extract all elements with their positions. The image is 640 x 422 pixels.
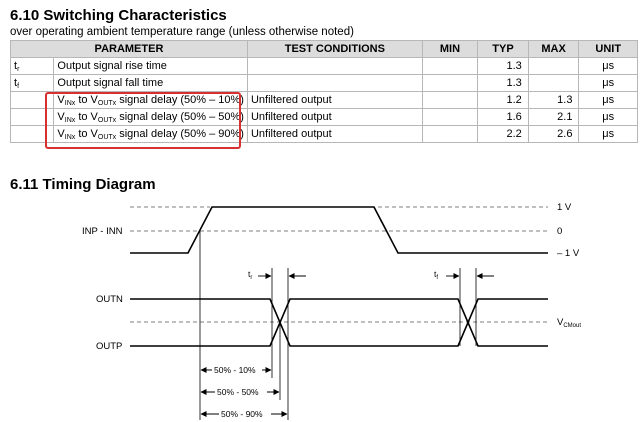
typ-cell: 1.3 xyxy=(478,75,529,92)
level-high-label: 1 V xyxy=(557,202,572,213)
unit-cell: μs xyxy=(579,58,638,75)
max-cell: 1.3 xyxy=(528,92,579,109)
condition-cell: Unfiltered output xyxy=(247,109,422,126)
parameter-cell: $V_{INx}$ to $V_{OUTx}$ signal delay (50% – 50%) xyxy=(54,109,248,126)
input-waveform xyxy=(130,207,548,253)
header-unit: UNIT xyxy=(579,41,638,58)
condition-cell: Unfiltered output xyxy=(247,126,422,143)
section-subtitle: over operating ambient temperature range (unless otherwise noted) xyxy=(10,26,354,38)
typ-cell: 1.2 xyxy=(478,92,529,109)
max-cell: 2.1 xyxy=(528,109,579,126)
symbol-cell: $t_r$ xyxy=(11,58,54,75)
unit-cell: μs xyxy=(579,109,638,126)
header-typ: TYP xyxy=(478,41,529,58)
header-test-conditions: TEST CONDITIONS xyxy=(247,41,422,58)
parameter-cell: Output signal fall time xyxy=(54,75,248,92)
level-zero-label: 0 xyxy=(557,226,563,237)
typ-cell: 1.3 xyxy=(478,58,529,75)
parameter-cell: Output signal rise time xyxy=(54,58,248,75)
input-label: INP - INN xyxy=(82,226,123,237)
delay-10-label: 50% - 10% xyxy=(214,365,256,375)
unit-cell: μs xyxy=(579,126,638,143)
outn-waveform xyxy=(130,299,548,346)
delay-90-label: 50% - 90% xyxy=(221,409,263,419)
header-min: MIN xyxy=(422,41,477,58)
typ-cell: 2.2 xyxy=(478,126,529,143)
header-parameter: PARAMETER xyxy=(11,41,248,58)
symbol-cell: $t_f$ xyxy=(11,75,54,92)
timing-diagram-title: 6.11 Timing Diagram xyxy=(10,176,156,193)
header-max: MAX xyxy=(528,41,579,58)
fall-time-label: $t_f$ xyxy=(434,269,439,281)
outn-label: OUTN xyxy=(96,294,123,305)
parameter-cell: $V_{INx}$ to $V_{OUTx}$ signal delay (50% – 90%) xyxy=(54,126,248,143)
max-cell: 2.6 xyxy=(528,126,579,143)
level-low-label: – 1 V xyxy=(557,248,580,259)
rise-time-label: $t_r$ xyxy=(248,269,253,281)
outp-label: OUTP xyxy=(96,341,123,352)
vcm-label: $V_{CMout}$ xyxy=(557,317,582,329)
unit-cell: μs xyxy=(579,92,638,109)
typ-cell: 1.6 xyxy=(478,109,529,126)
parameter-cell: $V_{INx}$ to $V_{OUTx}$ signal delay (50% – 10%) xyxy=(54,92,248,109)
section-title: 6.10 Switching Characteristics xyxy=(10,7,227,24)
delay-50-label: 50% - 50% xyxy=(217,387,259,397)
condition-cell: Unfiltered output xyxy=(247,92,422,109)
outp-waveform xyxy=(130,299,548,346)
unit-cell: μs xyxy=(579,75,638,92)
